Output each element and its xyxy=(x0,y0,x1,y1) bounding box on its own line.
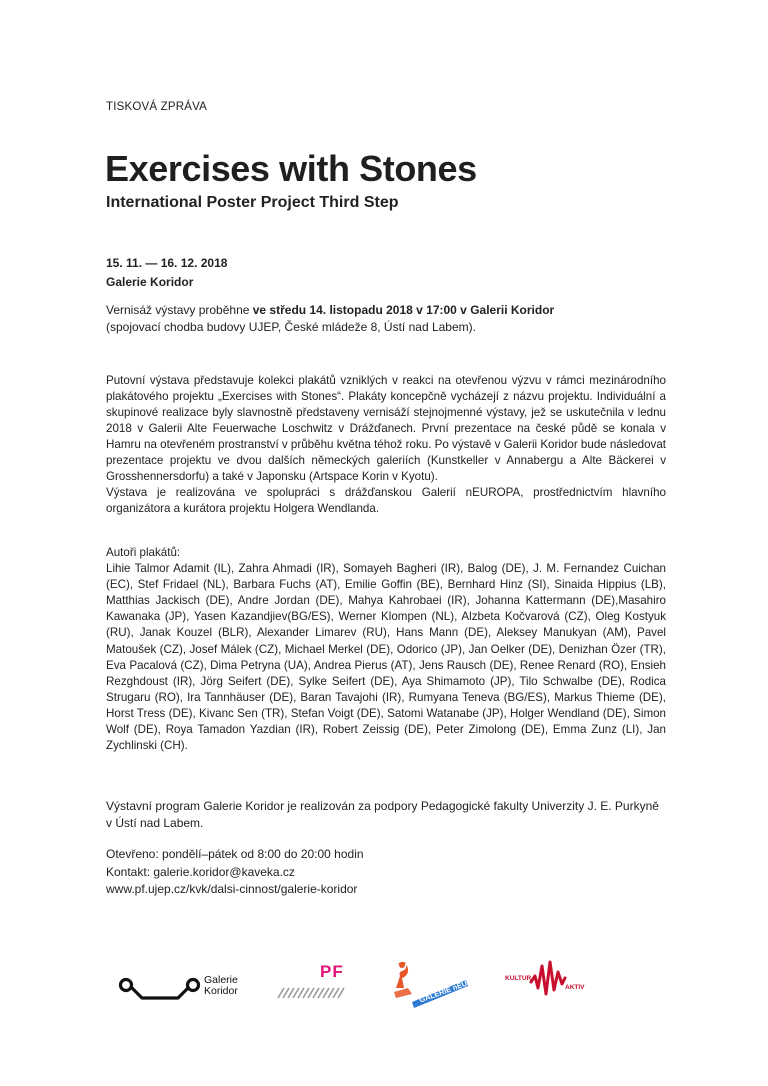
galerie-koridor-logo xyxy=(118,972,238,1004)
description-paragraph: Výstava je realizována ve spolupráci s drážďanskou Galerií nEUROPA, prostřednictvím hlavního organizátora a kurátora projektu Holgera Wendlanda. xyxy=(106,486,666,515)
authors-list: Lihie Talmor Adamit (IL), Zahra Ahmadi (IR), Somayeh Bagheri (IR), Balog (DE), J. M. Fernandez Cuichan (EC), Stef Fridael (NL), Barbara Fuchs (AT), Emilie Goffin (BE), Bernhard Hinz (SI), Sinaida Hippius (LB), Matthias Jackisch (DE), Andre Jordan (DE), Mahya Kahrobaei (IR), Johanna Kattermann (DE),Masahiro Kawanaka (JP), Yasen Kazandjiev(BG/ES), Werner Klompen (NL), Alzbeta Kočvarová (CZ), Oleg Kostyuk (RU), Janak Kouzel (BLR), Alexander Limarev (RU), Hans Mann (DE), Aleksey Manukyan (AM), Pavel Matoušek (CZ), Josef Málek (CZ), Michael Merkel (DE), Odorico (JP), Jan Oelker (DE), Denizhan Özer (TR), Eva Pacalová (CZ), Dima Petryna (UA), Andrea Pierus (AT), Jens Rausch (DE), Renee Renard (RO), Ensieh Rezghdoust (IR), Jörg Seifert (DE), Sylke Seifert (DE), Aya Shimamoto (JP), Tilo Schwalbe (DE), Rodica Strugaru (RO), Ira Tannhäuser (DE), Baran Tavajohi (IR), Rumyana Teneva (BG/ES), Markus Thieme (DE), Horst Tress (DE), Kivanc Sen (TR), Stefan Voigt (DE), Satomi Watanabe (JP), Holger Wendland (DE), Simon Wolf (DE), Roya Tamadon Yazdian (IR), Robert Zeissig (DE), Peter Zimolong (DE), Emma Zunz (LI), Jan Zychlinski (CH). xyxy=(106,562,666,753)
event-venue: Galerie Koridor xyxy=(106,275,194,289)
support-statement: Výstavní program Galerie Koridor je realizován za podpory Pedagogické fakulty Univerzity J. E. Purkyně v Ústí nad Labem. xyxy=(106,799,659,830)
opening-paragraph xyxy=(106,302,666,336)
kultur-aktiv-logo xyxy=(505,958,585,1000)
pf-stripes-icon xyxy=(276,986,348,1000)
neuropa-logo-text: GALERIE nEUROPA xyxy=(418,971,489,1005)
opening-prefix: Vernisáž výstavy proběhne xyxy=(106,303,253,317)
opening-date-bold: ve středu 14. listopadu 2018 v 17:00 v Galerii Koridor xyxy=(252,303,555,317)
kultur-logo-line1: KULTUR xyxy=(505,975,532,982)
event-dates: 15. 11. — 16. 12. 2018 xyxy=(106,256,228,270)
event-info xyxy=(106,254,227,292)
koridor-logo-icon xyxy=(118,972,202,1004)
galerie-neuropa-logo xyxy=(388,958,489,1008)
page-title: Exercises with Stones xyxy=(105,148,477,189)
contact-email: Kontakt: galerie.koridor@kaveka.cz xyxy=(106,864,295,879)
kultur-logo-line2: AKTIV xyxy=(565,984,585,991)
pf-logo xyxy=(276,962,348,1002)
description-section xyxy=(106,373,666,517)
page-subtitle: International Poster Project Third Step xyxy=(106,194,399,211)
description-paragraph: Putovní výstava představuje kolekci plakátů vzniklých v reakci na otevřenou výzvu v rámci mezinárodního plakátového projektu „Exercises with Stones“. Plakáty koncepčně vycházejí z názvu projektu. Individuální a skupinové realizace byly slavnostně představeny vernisáží stejnojmenné výstavy, jež se uskutečnila v lednu 2018 v Galerii Alte Feuerwache Loschwitz v Drážďanech. První prezentace na české půdě se konala v Hamru na otevřeném prostranství v průběhu května téhož roku. Po výstavě v Galerii Koridor bude následovat prezentace projektu ve dvou dalších německých galeriích (Kunstkeller v Annabergu a Alte Bäckerei v Grosshennersdorfu) a také v Japonsku (Artspace Korin v Kyotu). xyxy=(106,374,667,483)
document-kicker: TISKOVÁ ZPRÁVA xyxy=(106,101,207,113)
website-url: www.pf.ujep.cz/kvk/dalsi-cinnost/galerie-koridor xyxy=(106,882,358,896)
koridor-logo-line2: Koridor xyxy=(204,985,238,997)
contact-info xyxy=(106,846,364,899)
opening-address: (spojovací chodba budovy UJEP, České mládeže 8, Ústí nad Labem). xyxy=(106,320,476,334)
opening-hours: Otevřeno: pondělí–pátek od 8:00 do 20:00 hodin xyxy=(106,847,364,861)
authors-section xyxy=(106,545,666,754)
koridor-logo-text xyxy=(204,975,238,997)
authors-label: Autoři plakátů: xyxy=(106,546,181,559)
pf-logo-text: PF xyxy=(320,962,344,981)
koridor-logo-line1: Galerie xyxy=(204,974,238,986)
